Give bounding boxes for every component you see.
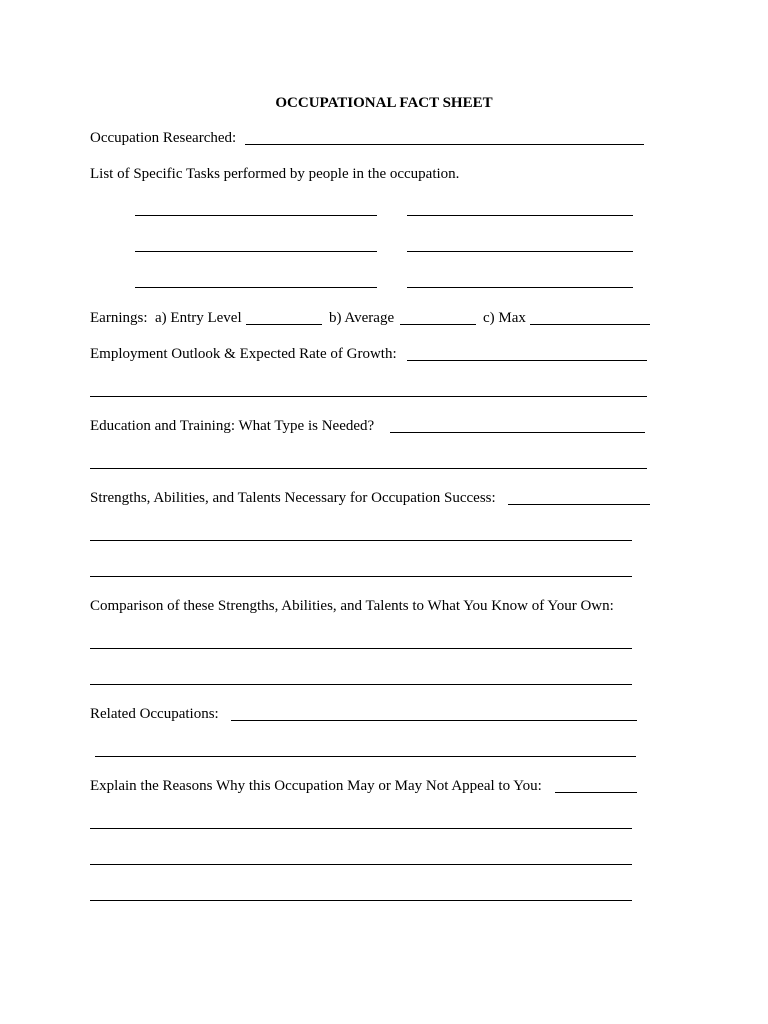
task-field[interactable] xyxy=(407,251,633,252)
occupation-label: Occupation Researched: xyxy=(90,130,237,146)
comparison-label: Comparison of these Strengths, Abilities, and Talents to What You Know of Your Own: xyxy=(90,598,614,614)
education-field[interactable] xyxy=(390,432,645,433)
earnings-max-label: c) Max xyxy=(483,310,526,326)
earnings-average-label: b) Average xyxy=(329,310,395,326)
page-title: OCCUPATIONAL FACT SHEET xyxy=(275,95,493,111)
earnings-max-field[interactable] xyxy=(530,324,650,325)
earnings-average-field[interactable] xyxy=(400,324,476,325)
comparison-field[interactable] xyxy=(90,684,632,685)
related-field[interactable] xyxy=(231,720,637,721)
tasks-label: List of Specific Tasks performed by people in the occupation. xyxy=(90,166,460,182)
outlook-field-continued[interactable] xyxy=(90,396,647,397)
earnings-label: Earnings: xyxy=(90,310,148,326)
task-field[interactable] xyxy=(407,287,633,288)
task-field[interactable] xyxy=(135,251,377,252)
education-field-continued[interactable] xyxy=(90,468,647,469)
task-field[interactable] xyxy=(407,215,633,216)
explain-field-continued[interactable] xyxy=(90,864,632,865)
explain-label: Explain the Reasons Why this Occupation May or May Not Appeal to You: xyxy=(90,778,542,794)
related-label: Related Occupations: xyxy=(90,706,219,722)
related-field-continued[interactable] xyxy=(95,756,636,757)
explain-field[interactable] xyxy=(555,792,637,793)
comparison-field[interactable] xyxy=(90,648,632,649)
explain-field-continued[interactable] xyxy=(90,900,632,901)
education-label: Education and Training: What Type is Needed? xyxy=(90,418,375,434)
strengths-field-continued[interactable] xyxy=(90,540,632,541)
occupation-field[interactable] xyxy=(245,144,644,145)
task-field[interactable] xyxy=(135,287,377,288)
strengths-label: Strengths, Abilities, and Talents Necessary for Occupation Success: xyxy=(90,490,496,506)
explain-field-continued[interactable] xyxy=(90,828,632,829)
strengths-field[interactable] xyxy=(508,504,650,505)
strengths-field-continued[interactable] xyxy=(90,576,632,577)
outlook-label: Employment Outlook & Expected Rate of Growth: xyxy=(90,346,397,362)
earnings-entry-field[interactable] xyxy=(246,324,322,325)
task-field[interactable] xyxy=(135,215,377,216)
outlook-field[interactable] xyxy=(407,360,647,361)
earnings-entry-label: a) Entry Level xyxy=(155,310,242,326)
